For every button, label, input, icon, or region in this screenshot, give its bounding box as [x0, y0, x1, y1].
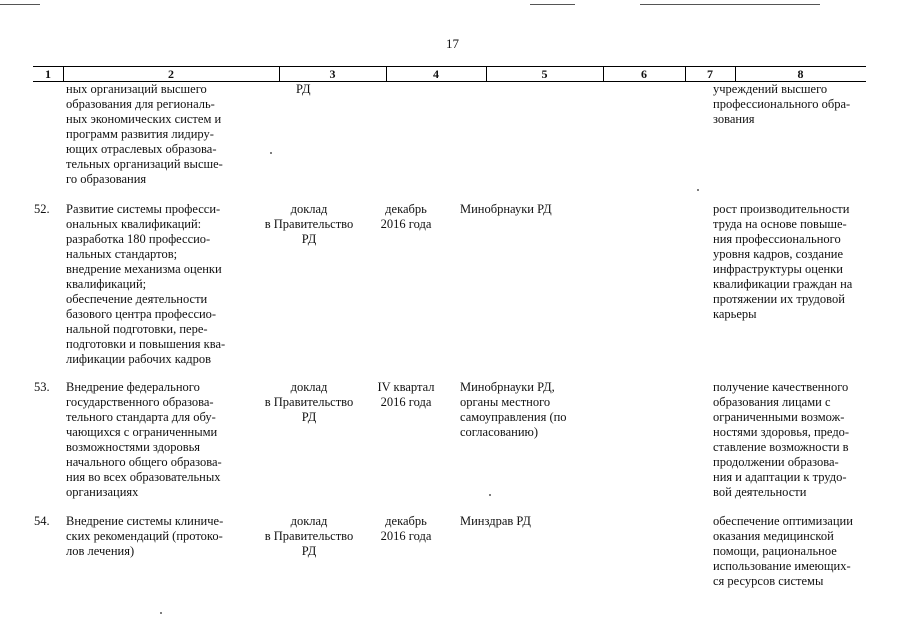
row-responsible — [460, 514, 590, 529]
row-number: 54. — [34, 514, 50, 528]
text-line: самоуправления (по — [460, 410, 567, 424]
text-line: продолжении образова- — [713, 455, 839, 469]
row-responsible — [460, 202, 590, 217]
row-result — [713, 380, 863, 500]
text-line: образования для региональ- — [66, 97, 215, 111]
text-line: ния и адаптации к трудо- — [713, 470, 847, 484]
top-border-line — [0, 4, 40, 5]
text-line: Минобрнауки РД — [460, 202, 552, 216]
text-line: учреждений высшего — [713, 82, 828, 96]
text-line: вой деятельности — [713, 485, 807, 499]
text-line: нальной подготовки, пере- — [66, 322, 208, 336]
text-line: базового центра профессио- — [66, 307, 217, 321]
text-line: органы местного — [460, 395, 551, 409]
text-line: начального общего образова- — [66, 455, 222, 469]
text-line: доклад — [290, 202, 328, 216]
text-line: Развитие системы професси- — [66, 202, 221, 216]
text-line: Внедрение системы клиниче- — [66, 514, 224, 528]
text-line: ских рекомендаций (протоко- — [66, 529, 223, 543]
text-line: возможностями здоровья — [66, 440, 201, 454]
scan-speck — [270, 152, 272, 154]
text-line: ния профессионального — [713, 232, 841, 246]
text-line: ющих отраслевых образова- — [66, 142, 217, 156]
row-number: 53. — [34, 380, 50, 394]
header-col-2: 2 — [168, 67, 174, 81]
text-line: организациях — [66, 485, 139, 499]
text-line: использование имеющих- — [713, 559, 851, 573]
text-line: разработка 180 профессио- — [66, 232, 211, 246]
text-line: чающихся с ограниченными — [66, 425, 218, 439]
text-line: уровня кадров, создание — [713, 247, 844, 261]
text-line: декабрь — [385, 202, 427, 216]
row-deadline — [368, 514, 444, 544]
text-line: квалификации граждан на — [713, 277, 853, 291]
text-line: программ развития лидиру- — [66, 127, 214, 141]
row-description — [66, 514, 238, 559]
header-col-4: 4 — [433, 67, 439, 81]
text-line: получение качественного — [713, 380, 849, 394]
row-result — [713, 514, 863, 589]
continuation-result — [713, 82, 863, 127]
text-line: доклад — [290, 380, 328, 394]
row-number: 52. — [34, 202, 50, 216]
text-line: внедрение механизма оценки — [66, 262, 222, 276]
text-line: тельного стандарта для обу- — [66, 410, 216, 424]
text-line: ния во всех образовательных — [66, 470, 221, 484]
row-deadline — [368, 380, 444, 410]
text-line: ных организаций высшего — [66, 82, 207, 96]
header-col-8: 8 — [797, 67, 804, 81]
text-line: Внедрение федерального — [66, 380, 200, 394]
scan-speck — [697, 189, 699, 191]
table-header — [33, 66, 866, 82]
text-line: Минобрнауки РД, — [460, 380, 555, 394]
text-line: ставление возможности в — [713, 440, 849, 454]
row-deadline — [368, 202, 444, 232]
text-line: лов лечения) — [66, 544, 135, 558]
text-line: подготовки и повышения ква- — [66, 337, 226, 351]
text-line: в Правительство — [264, 395, 354, 409]
text-line: государственного образова- — [66, 395, 214, 409]
text-line: протяжении их трудовой — [713, 292, 845, 306]
text-line: 2016 года — [380, 217, 432, 231]
text-line: оказания медицинской — [713, 529, 834, 543]
row-report-form — [248, 202, 370, 247]
text-line: тельных организаций высше- — [66, 157, 223, 171]
text-line: ональных квалификаций: — [66, 217, 202, 231]
text-line: нальных стандартов; — [66, 247, 178, 261]
text-line: Минздрав РД — [460, 514, 531, 528]
text-line: ся ресурсов системы — [713, 574, 824, 588]
text-line: РД — [301, 544, 317, 558]
text-line: лификации рабочих кадров — [66, 352, 211, 366]
text-line: зования — [713, 112, 755, 126]
scan-speck — [489, 494, 491, 496]
text-line: декабрь — [385, 514, 427, 528]
top-border-line — [530, 4, 575, 5]
text-line: РД — [296, 82, 311, 96]
text-line: рост производительности — [713, 202, 850, 216]
row-report-form — [248, 514, 370, 559]
page-number: 17 — [446, 36, 459, 51]
text-line: 2016 года — [380, 395, 432, 409]
text-line: обеспечение оптимизации — [713, 514, 853, 528]
text-line: РД — [301, 410, 317, 424]
text-line: инфраструктуры оценки — [713, 262, 843, 276]
scan-speck — [160, 612, 162, 614]
text-line: квалификаций; — [66, 277, 147, 291]
text-line: ностями здоровья, предо- — [713, 425, 850, 439]
row-report-form — [248, 380, 370, 425]
continuation-form — [296, 82, 356, 97]
header-col-1: 1 — [45, 67, 51, 81]
header-col-3: 3 — [329, 67, 336, 81]
text-line: согласованию) — [460, 425, 539, 439]
text-line: го образования — [66, 172, 147, 186]
header-col-5: 5 — [541, 67, 548, 81]
row-responsible — [460, 380, 590, 440]
header-col-6: 6 — [641, 67, 647, 81]
top-border-line — [640, 4, 820, 5]
text-line: ных экономических систем и — [66, 112, 222, 126]
text-line: образования лицами с — [713, 395, 831, 409]
row-description — [66, 380, 238, 500]
text-line: ограниченными возмож- — [713, 410, 845, 424]
text-line: профессионального обра- — [713, 97, 851, 111]
text-line: 2016 года — [380, 529, 432, 543]
text-line: РД — [301, 232, 317, 246]
text-line: помощи, рациональное — [713, 544, 837, 558]
text-line: карьеры — [713, 307, 757, 321]
text-line: IV квартал — [377, 380, 435, 394]
continuation-description — [66, 82, 238, 187]
text-line: труда на основе повыше- — [713, 217, 847, 231]
text-line: в Правительство — [264, 529, 354, 543]
text-line: в Правительство — [264, 217, 354, 231]
row-result — [713, 202, 863, 322]
header-col-7: 7 — [707, 67, 713, 81]
text-line: доклад — [290, 514, 328, 528]
row-description — [66, 202, 238, 367]
text-line: обеспечение деятельности — [66, 292, 208, 306]
